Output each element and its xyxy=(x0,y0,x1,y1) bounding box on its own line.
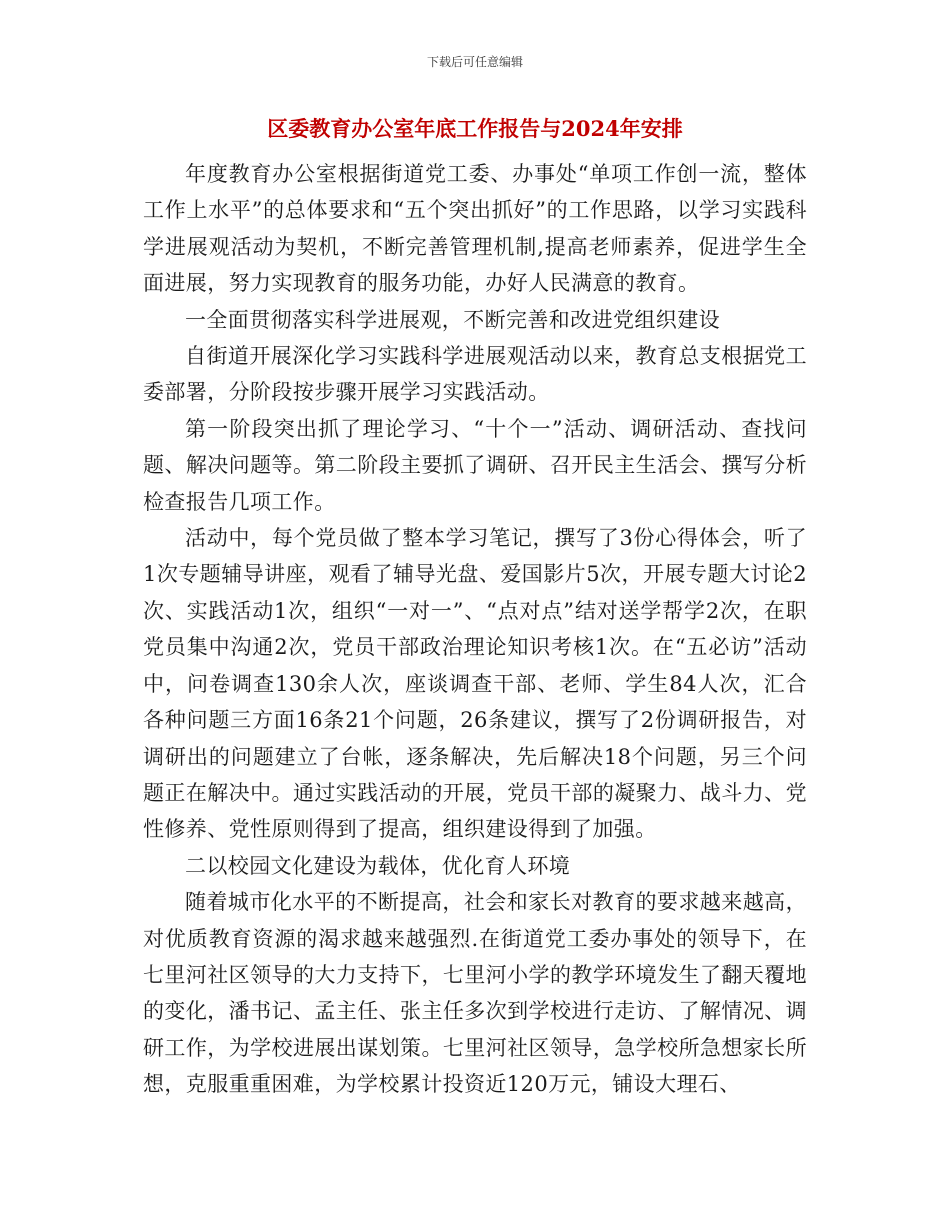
section-heading-2: 二以校园文化建设为载体，优化育人环境 xyxy=(185,853,571,878)
paragraph: 活动中，每个党员做了整本学习笔记，撰写了3份心得体会，听了1次专题辅导讲座，观看了辅导光盘、爱国影片5次，开展专题大讨论2次、实践活动1次，组织“一对一”、“点对点”结对送学帮学2次，在职党员集中沟通2次，党员干部政治理论知识考核1次。在“五必访”活动中，问卷调查130余人次，座谈调查干部、老师、学生84人次，汇合各种问题三方面16条21个问题，26条建议，撰写了2份调研报告，对调研出的问题建立了台帐，逐条解决，先后解决18个问题，另三个问题正在解决中。通过实践活动的开展，党员干部的凝聚力、战斗力、党性修养、党性原则得到了提高，组织建设得到了加强。 xyxy=(143,526,807,842)
paragraph: 第一阶段突出抓了理论学习、“十个一”活动、调研活动、查找问题、解决问题等。第二阶段主要抓了调研、召开民主生活会、撰写分析检查报告几项工作。 xyxy=(143,416,807,514)
section-heading-1: 一全面贯彻落实科学进展观，不断完善和改进党组织建设 xyxy=(185,307,720,332)
paragraph: 随着城市化水平的不断提高，社会和家长对教育的要求越来越高，对优质教育资源的渴求越来越强烈.在街道党工委办事处的领导下，在七里河社区领导的大力支持下，七里河小学的教学环境发生了翻天覆地的变化，潘书记、孟主任、张主任多次到学校进行走访、了解情况、调研工作，为学校进展出谋划策。七里河社区领导，急学校所急想家长所想，克服重重困难，为学校累计投资近120万元，铺设大理石、 xyxy=(143,890,807,1097)
page-header-note: 下载后可任意编辑 xyxy=(426,55,523,69)
paragraph-intro: 年度教育办公室根据街道党工委、办事处“单项工作创一流，整体工作上水平”的总体要求和“五个突出抓好”的工作思路，以学习实践科学进展观活动为契机，不断完善管理机制,提高老师素养，促进学生全面进展，努力实现教育的服务功能，办好人民满意的教育。 xyxy=(143,162,807,296)
paragraph: 自街道开展深化学习实践科学进展观活动以来，教育总支根据党工委部署，分阶段按步骤开展学习实践活动。 xyxy=(143,344,807,405)
document-title: 区委教育办公室年底工作报告与2024年安排 xyxy=(267,116,683,141)
document-body xyxy=(143,156,807,1103)
